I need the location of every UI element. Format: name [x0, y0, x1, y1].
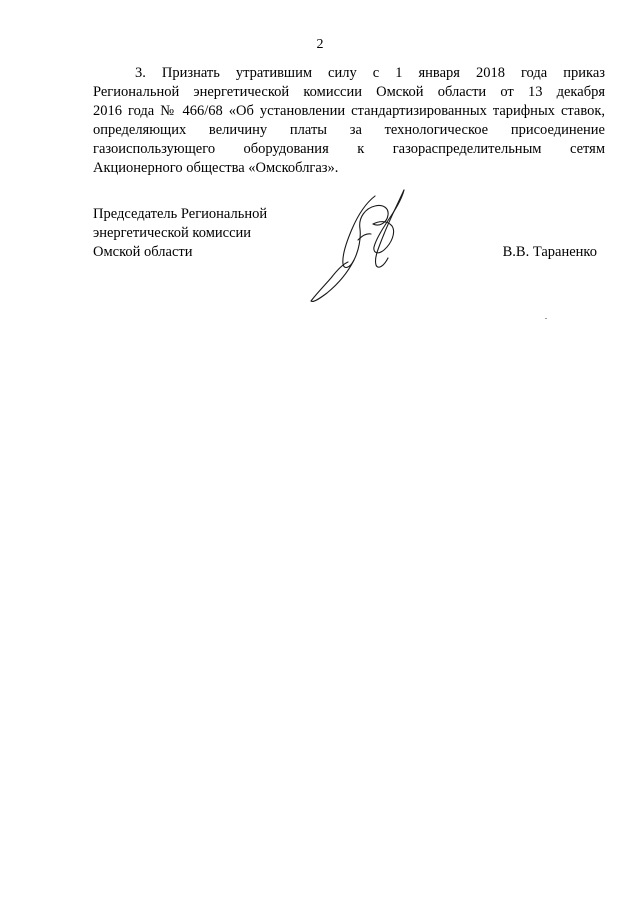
clause-line: 3. Признать утратившим силу с 1 января 2018 года приказ [135, 65, 605, 81]
page-number: 2 [316, 37, 324, 52]
signatory-title [93, 205, 267, 262]
clause-line: 2016 года № 466/68 «Об установлении стандартизированных тарифных ставок, [93, 103, 605, 119]
clause-paragraph [93, 64, 605, 178]
clause-line: определяющих величину платы за технологическое присоединение [93, 122, 605, 138]
clause-line: Региональной энергетической комиссии Омской области от 13 декабря [93, 84, 605, 100]
signer-name: В.В. Тараненко [502, 244, 597, 260]
handwritten-signature-icon [296, 176, 428, 306]
signatory-title-line: Омской области [93, 244, 193, 260]
scan-speck [545, 318, 547, 319]
clause-line: газоиспользующего оборудования к газораспределительным сетям [93, 141, 605, 157]
signatory-title-line: Председатель Региональной [93, 206, 268, 222]
clause-line: Акционерного общества «Омскоблгаз». [93, 160, 339, 176]
signatory-title-line: энергетической комиссии [93, 225, 252, 241]
